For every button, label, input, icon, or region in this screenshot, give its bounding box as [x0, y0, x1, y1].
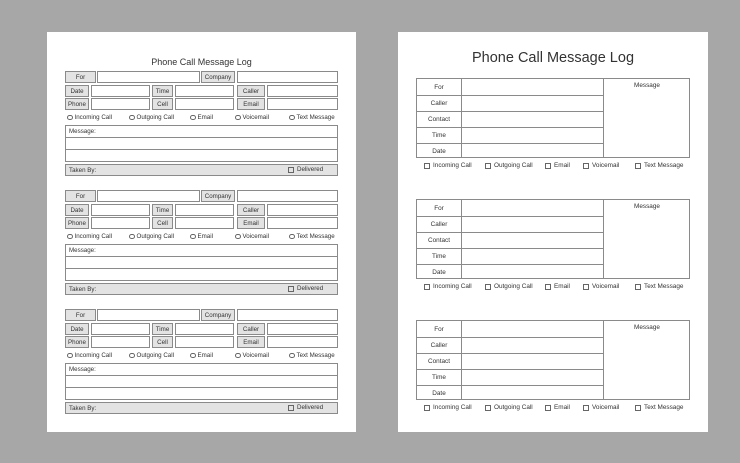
radio-circle-icon[interactable] [67, 234, 73, 240]
contact-label: Contact [427, 116, 451, 123]
option-voicemail[interactable] [583, 283, 619, 290]
option-outgoing-call[interactable] [129, 114, 174, 121]
radio-circle-icon[interactable] [129, 115, 135, 121]
email-label: Email [237, 98, 265, 110]
option-label: Email [197, 114, 213, 121]
option-label: Email [554, 162, 570, 169]
option-label: Text Message [296, 233, 335, 240]
cell-label: Cell [152, 217, 173, 229]
option-outgoing-call[interactable] [485, 283, 533, 290]
for-field[interactable] [97, 71, 200, 83]
company-label: Company [201, 71, 235, 83]
cell-label: Cell [152, 98, 173, 110]
time-field[interactable] [175, 85, 234, 97]
for-label: For [65, 71, 96, 83]
option-voicemail[interactable] [583, 404, 619, 411]
contact-label: Contact [427, 358, 451, 365]
message-box[interactable] [65, 244, 338, 281]
option-label: Voicemail [242, 352, 269, 359]
message-box[interactable] [65, 363, 338, 400]
caller-field[interactable] [267, 85, 338, 97]
checkbox-icon[interactable] [288, 405, 294, 411]
phone-field[interactable] [91, 98, 150, 110]
caller-label: Caller [430, 100, 448, 107]
option-label: Voicemail [592, 404, 620, 411]
option-label: Incoming Call [74, 233, 112, 240]
time-label: Time [152, 323, 173, 335]
message-line [66, 268, 337, 269]
option-email[interactable] [545, 162, 570, 169]
time-field[interactable] [175, 204, 234, 216]
option-outgoing-call[interactable] [485, 162, 533, 169]
option-label: Text Message [644, 404, 684, 411]
message-label: Message: [69, 366, 96, 373]
radio-circle-icon[interactable] [67, 353, 73, 359]
radio-circle-icon[interactable] [129, 234, 135, 240]
option-email[interactable] [545, 283, 570, 290]
date-label: Date [432, 148, 446, 155]
checkbox-icon[interactable] [288, 167, 294, 173]
option-label: Voicemail [592, 283, 620, 290]
option-voicemail[interactable] [235, 233, 269, 240]
checkbox-icon[interactable] [583, 163, 589, 169]
right-log-entry [398, 199, 708, 299]
option-label: Voicemail [242, 114, 269, 121]
cell-field[interactable] [175, 98, 234, 110]
date-label: Date [65, 323, 89, 335]
entry-table [416, 199, 690, 279]
for-label: For [434, 326, 444, 333]
for-field[interactable] [97, 309, 200, 321]
date-field[interactable] [91, 204, 150, 216]
option-label: Incoming Call [433, 404, 472, 411]
phone-label: Phone [65, 217, 89, 229]
caller-label: Caller [430, 342, 448, 349]
delivered-label: Delivered [297, 285, 324, 292]
radio-circle-icon[interactable] [289, 353, 295, 359]
email-field[interactable] [267, 336, 338, 348]
time-field[interactable] [462, 127, 603, 143]
caller-field[interactable] [267, 323, 338, 335]
radio-circle-icon[interactable] [129, 353, 135, 359]
taken-by-label: Taken By: [69, 166, 97, 174]
radio-circle-icon[interactable] [235, 234, 241, 240]
checkbox-icon[interactable] [485, 284, 491, 290]
option-incoming-call[interactable] [424, 404, 472, 411]
email-label: Email [237, 336, 265, 348]
option-label: Text Message [296, 352, 335, 359]
for-label: For [434, 84, 444, 91]
option-label: Voicemail [592, 162, 620, 169]
time-field[interactable] [462, 369, 603, 385]
date-field[interactable] [91, 85, 150, 97]
option-outgoing-call[interactable] [485, 404, 533, 411]
for-field[interactable] [97, 190, 200, 202]
message-label: Message [634, 203, 660, 210]
checkbox-icon[interactable] [635, 405, 641, 411]
cell-field[interactable] [175, 336, 234, 348]
company-field[interactable] [237, 190, 338, 202]
right-page [398, 32, 708, 432]
checkbox-icon[interactable] [635, 284, 641, 290]
message-label: Message: [69, 247, 96, 254]
for-label: For [65, 309, 96, 321]
caller-field[interactable] [462, 216, 603, 232]
contact-field[interactable] [462, 232, 603, 248]
time-label: Time [152, 204, 173, 216]
date-field[interactable] [462, 264, 603, 280]
entry-table [416, 320, 690, 400]
right-log-entry [398, 78, 708, 178]
option-label: Email [197, 233, 213, 240]
option-label: Outgoing Call [136, 352, 174, 359]
option-voicemail[interactable] [235, 114, 269, 121]
time-label: Time [432, 374, 446, 381]
option-text-message[interactable] [289, 233, 335, 240]
right-log-entry [398, 320, 708, 420]
time-label: Time [152, 85, 173, 97]
option-text-message[interactable] [635, 404, 683, 411]
left-log-entry [47, 190, 356, 300]
for-field[interactable] [462, 200, 603, 216]
option-email[interactable] [190, 114, 213, 121]
message-line [66, 256, 337, 257]
date-label: Date [432, 269, 446, 276]
right-page-title: Phone Call Message Log [471, 50, 635, 66]
option-label: Email [197, 352, 213, 359]
option-label: Text Message [644, 162, 684, 169]
checkbox-icon[interactable] [424, 405, 430, 411]
message-line [66, 387, 337, 388]
option-label: Outgoing Call [494, 283, 533, 290]
option-label: Outgoing Call [494, 162, 533, 169]
option-label: Outgoing Call [136, 114, 174, 121]
time-label: Time [432, 132, 446, 139]
option-label: Outgoing Call [494, 404, 533, 411]
message-label: Message [634, 324, 660, 331]
company-field[interactable] [237, 71, 338, 83]
caller-field[interactable] [267, 204, 338, 216]
caller-label: Caller [237, 323, 265, 335]
option-incoming-call[interactable] [424, 283, 472, 290]
phone-field[interactable] [91, 336, 150, 348]
left-log-entry [47, 71, 356, 181]
option-label: Incoming Call [433, 162, 472, 169]
message-line [66, 149, 337, 150]
option-label: Text Message [296, 114, 335, 121]
caller-label: Caller [430, 221, 448, 228]
message-field[interactable] [604, 333, 690, 399]
caller-field[interactable] [462, 337, 603, 353]
caller-field[interactable] [462, 95, 603, 111]
checkbox-icon[interactable] [545, 163, 551, 169]
checkbox-icon[interactable] [635, 163, 641, 169]
option-outgoing-call[interactable] [129, 352, 174, 359]
message-field[interactable] [604, 91, 690, 157]
option-voicemail[interactable] [235, 352, 269, 359]
for-label: For [434, 205, 444, 212]
message-label: Message [634, 82, 660, 89]
left-log-entry [47, 309, 356, 419]
radio-circle-icon[interactable] [235, 115, 241, 121]
delivered-checkbox[interactable] [288, 166, 323, 173]
option-text-message[interactable] [289, 352, 335, 359]
option-incoming-call[interactable] [67, 352, 112, 359]
phone-label: Phone [65, 98, 89, 110]
time-label: Time [432, 253, 446, 260]
message-label: Message: [69, 128, 96, 135]
date-field[interactable] [462, 143, 603, 159]
radio-circle-icon[interactable] [190, 234, 196, 240]
taken-by-label: Taken By: [69, 404, 97, 412]
for-field[interactable] [462, 321, 603, 337]
taken-by-label: Taken By: [69, 285, 97, 293]
option-label: Text Message [644, 283, 684, 290]
date-field[interactable] [91, 323, 150, 335]
company-label: Company [201, 309, 235, 321]
option-label: Email [554, 404, 570, 411]
date-field[interactable] [462, 385, 603, 401]
company-label: Company [201, 190, 235, 202]
radio-circle-icon[interactable] [190, 115, 196, 121]
option-email[interactable] [190, 233, 213, 240]
option-text-message[interactable] [289, 114, 335, 121]
checkbox-icon[interactable] [583, 284, 589, 290]
message-line [66, 375, 337, 376]
checkbox-icon[interactable] [545, 405, 551, 411]
email-label: Email [237, 217, 265, 229]
entry-table [416, 78, 690, 158]
radio-circle-icon[interactable] [235, 353, 241, 359]
delivered-label: Delivered [297, 404, 324, 411]
company-field[interactable] [237, 309, 338, 321]
delivered-checkbox[interactable] [288, 404, 323, 411]
option-label: Outgoing Call [136, 233, 174, 240]
checkbox-icon[interactable] [424, 163, 430, 169]
contact-field[interactable] [462, 353, 603, 369]
checkbox-icon[interactable] [485, 163, 491, 169]
checkbox-icon[interactable] [583, 405, 589, 411]
cell-field[interactable] [175, 217, 234, 229]
option-label: Incoming Call [433, 283, 472, 290]
caller-label: Caller [237, 85, 265, 97]
date-label: Date [65, 204, 89, 216]
option-voicemail[interactable] [583, 162, 619, 169]
option-outgoing-call[interactable] [129, 233, 174, 240]
message-box[interactable] [65, 125, 338, 162]
left-page-title: Phone Call Message Log [151, 57, 252, 67]
contact-label: Contact [427, 237, 451, 244]
radio-circle-icon[interactable] [190, 353, 196, 359]
radio-circle-icon[interactable] [289, 115, 295, 121]
option-incoming-call[interactable] [67, 233, 112, 240]
option-text-message[interactable] [635, 283, 683, 290]
checkbox-icon[interactable] [485, 405, 491, 411]
option-label: Email [554, 283, 570, 290]
option-email[interactable] [190, 352, 213, 359]
delivered-checkbox[interactable] [288, 285, 323, 292]
radio-circle-icon[interactable] [289, 234, 295, 240]
checkbox-icon[interactable] [424, 284, 430, 290]
phone-field[interactable] [91, 217, 150, 229]
time-field[interactable] [175, 323, 234, 335]
date-label: Date [432, 390, 446, 397]
option-text-message[interactable] [635, 162, 683, 169]
for-label: For [65, 190, 96, 202]
option-incoming-call[interactable] [424, 162, 472, 169]
delivered-label: Delivered [297, 166, 324, 173]
message-field[interactable] [604, 212, 690, 278]
option-email[interactable] [545, 404, 570, 411]
email-field[interactable] [267, 98, 338, 110]
checkbox-icon[interactable] [545, 284, 551, 290]
date-label: Date [65, 85, 89, 97]
email-field[interactable] [267, 217, 338, 229]
phone-label: Phone [65, 336, 89, 348]
message-line [66, 137, 337, 138]
option-label: Incoming Call [74, 114, 112, 121]
option-label: Incoming Call [74, 352, 112, 359]
checkbox-icon[interactable] [288, 286, 294, 292]
contact-field[interactable] [462, 111, 603, 127]
left-page [47, 32, 356, 432]
option-label: Voicemail [242, 233, 269, 240]
time-field[interactable] [462, 248, 603, 264]
option-incoming-call[interactable] [67, 114, 112, 121]
cell-label: Cell [152, 336, 173, 348]
caller-label: Caller [237, 204, 265, 216]
for-field[interactable] [462, 79, 603, 95]
radio-circle-icon[interactable] [67, 115, 73, 121]
